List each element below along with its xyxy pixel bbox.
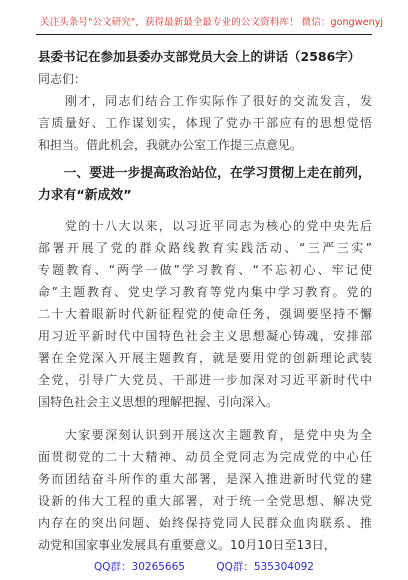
text-line: 刚才，同志们结合工作实际作了很好的交流发言，发 bbox=[38, 94, 372, 108]
qq-group-1: QQ群：30265665 bbox=[94, 561, 185, 573]
paragraph-section1-b bbox=[38, 424, 372, 556]
text-line: 设新的伟大工程的重大部署，对于统一全党思想、解决党 bbox=[38, 494, 372, 508]
qq-group-2: QQ群：535304092 bbox=[216, 561, 314, 573]
paragraph-intro bbox=[38, 90, 372, 156]
text-line: 部署开展了党的群众路线教育实践活动、“三严三实” bbox=[38, 241, 372, 255]
footer-contact bbox=[0, 559, 408, 574]
text-line: 大家要深刻认识到开展这次主题教育，是党中央为全 bbox=[38, 428, 372, 442]
text-line: 全党，引导广大党员、干部进一步加深对习近平新时代中 bbox=[38, 373, 372, 387]
text-line: 命”主题教育、党史学习教育等党内集中学习教育。党的 bbox=[38, 285, 372, 299]
salutation: 同志们： bbox=[38, 72, 87, 86]
text-line: 言质量好、工作谋划实，体现了党办干部应有的思想觉悟 bbox=[38, 116, 372, 130]
header-banner: 关注头条号"公文研究"，获得最新最全最专业的公文资料库！ 微信：gongwenyj bbox=[40, 17, 384, 28]
document-title: 县委书记在参加县委办支部党员大会上的讲话（2586字） bbox=[38, 49, 361, 64]
text-line: 署在全党深入开展主题教育，就是要用党的创新理论武装 bbox=[38, 351, 372, 365]
text-line: 用习近平新时代中国特色社会主义思想凝心铸魂，安排部 bbox=[38, 329, 372, 343]
text-line: 党的十八大以来，以习近平同志为核心的党中央先后 bbox=[38, 219, 372, 233]
heading-line: 力求有“新成效” bbox=[38, 188, 132, 203]
text-line: 和担当。借此机会，我就办公室工作提三点意见。 bbox=[38, 138, 303, 152]
text-line: 专题教育、“两学一做”学习教育、“不忘初心、牢记使 bbox=[38, 263, 372, 277]
text-line: 二十大着眼新时代新征程党的使命任务，强调要坚持不懈 bbox=[38, 307, 372, 321]
text-line: 务而团结奋斗所作的重大部署，是深入推进新时代党的建 bbox=[38, 472, 372, 486]
text-line: 国特色社会主义思想的理解把握、引向深入。 bbox=[38, 395, 279, 409]
section-heading-1 bbox=[38, 163, 372, 207]
text-line: 面贯彻党的二十大精神、动员全党同志为完成党的中心任 bbox=[38, 450, 372, 464]
header-divider bbox=[36, 34, 372, 35]
paragraph-section1-a bbox=[38, 215, 372, 413]
text-line: 动党和国家事业发展具有重要意义。10月10日至13日， bbox=[38, 538, 336, 552]
text-line: 内存在的突出问题、始终保持党同人民群众血肉联系、推 bbox=[38, 516, 372, 530]
heading-line: 一、要进一步提高政治站位，在学习贯彻上走在前列， bbox=[38, 166, 371, 181]
